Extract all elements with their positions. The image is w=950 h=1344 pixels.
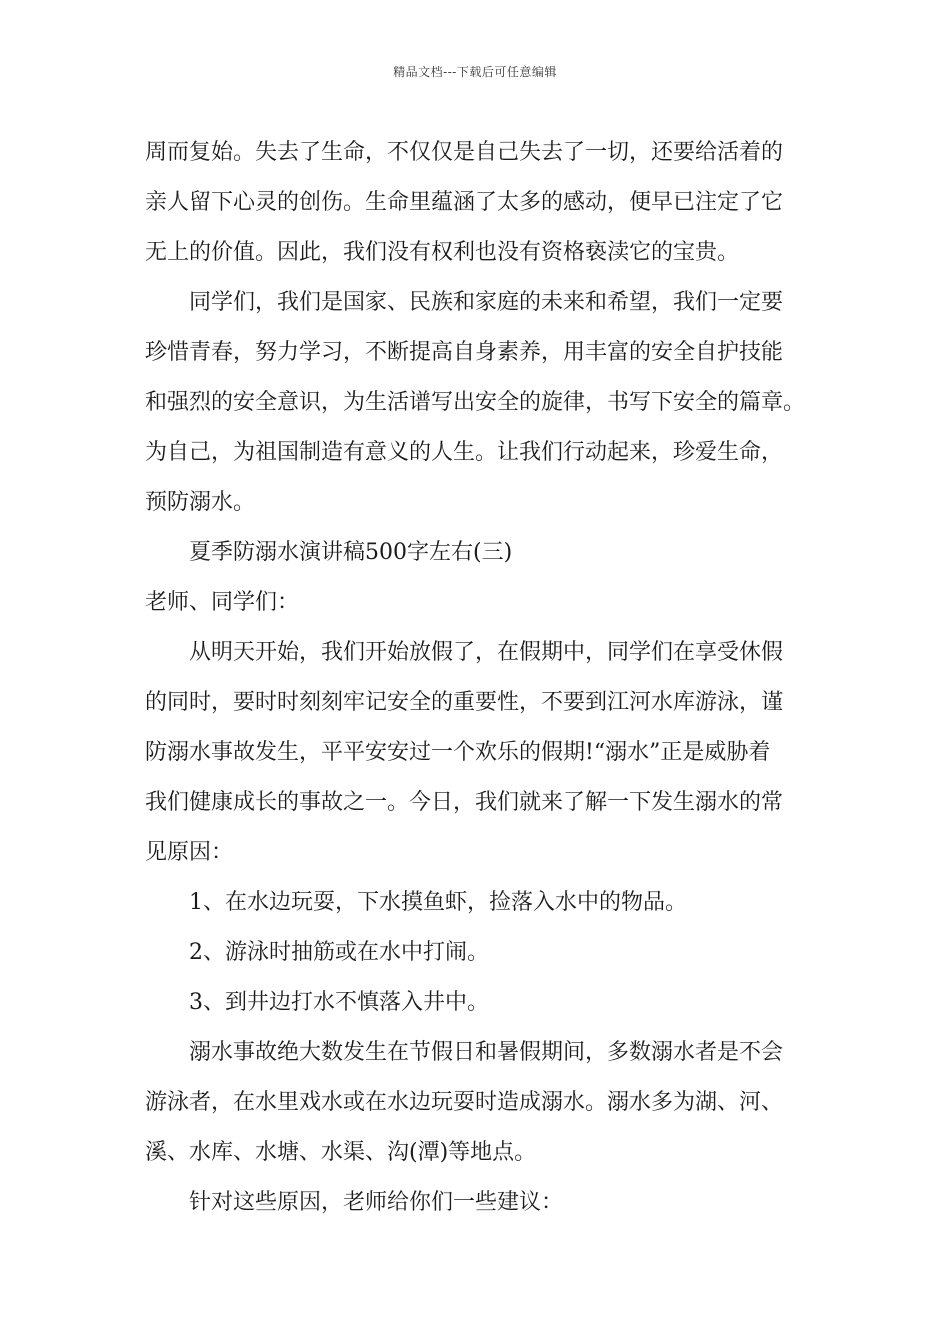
text-line: 周而复始。失去了生命，不仅仅是自己失去了一切，还要给活着的 [145,140,784,165]
list-item: 3、到井边打水不慎落入井中。 [189,990,489,1015]
list-item: 1、在水边玩耍，下水摸鱼虾，捡落入水中的物品。 [189,890,687,915]
text-line: 溪、水库、水塘、水渠、沟(潭)等地点。 [145,1140,537,1165]
document-body [145,128,810,1228]
text-line: 防溺水事故发生，平平安安过一个欢乐的假期!“溺水”正是威胁着 [145,740,771,765]
section-title: 夏季防溺水演讲稿500字左右(三) [189,540,513,565]
text-line: 为自己，为祖国制造有意义的人生。让我们行动起来，珍爱生命， [145,440,784,465]
text-line: 见原因： [145,840,234,865]
list-item: 2、游泳时抽筋或在水中打闹。 [189,940,489,965]
page-header: 精品文档---下载后可任意编辑 [393,65,557,79]
paragraph-first-line: 同学们，我们是国家、民族和家庭的未来和希望，我们一定要 [189,290,784,315]
text-line: 游泳者，在水里戏水或在水边玩耍时造成溺水。溺水多为湖、河、 [145,1090,784,1115]
text-line: 珍惜青春，努力学习，不断提高自身素养，用丰富的安全自护技能 [145,340,784,365]
text-line: 亲人留下心灵的创伤。生命里蕴涵了太多的感动，便早已注定了它 [145,190,784,215]
paragraph-first-line: 从明天开始，我们开始放假了，在假期中，同学们在享受休假 [189,640,784,665]
text-line: 无上的价值。因此，我们没有权利也没有资格亵渎它的宝贵。 [145,240,740,265]
text-line: 的同时，要时时刻刻牢记安全的重要性，不要到江河水库游泳，谨 [145,690,784,715]
paragraph-first-line: 溺水事故绝大数发生在节假日和暑假期间，多数溺水者是不会 [189,1040,784,1065]
paragraph-first-line: 针对这些原因，老师给你们一些建议： [189,1190,564,1215]
salutation: 老师、同学们： [145,590,300,615]
text-line: 和强烈的安全意识，为生活谱写出安全的旋律，书写下安全的篇章。 [145,390,806,415]
text-line: 我们健康成长的事故之一。今日，我们就来了解一下发生溺水的常 [145,790,784,815]
text-line: 预防溺水。 [145,490,256,515]
